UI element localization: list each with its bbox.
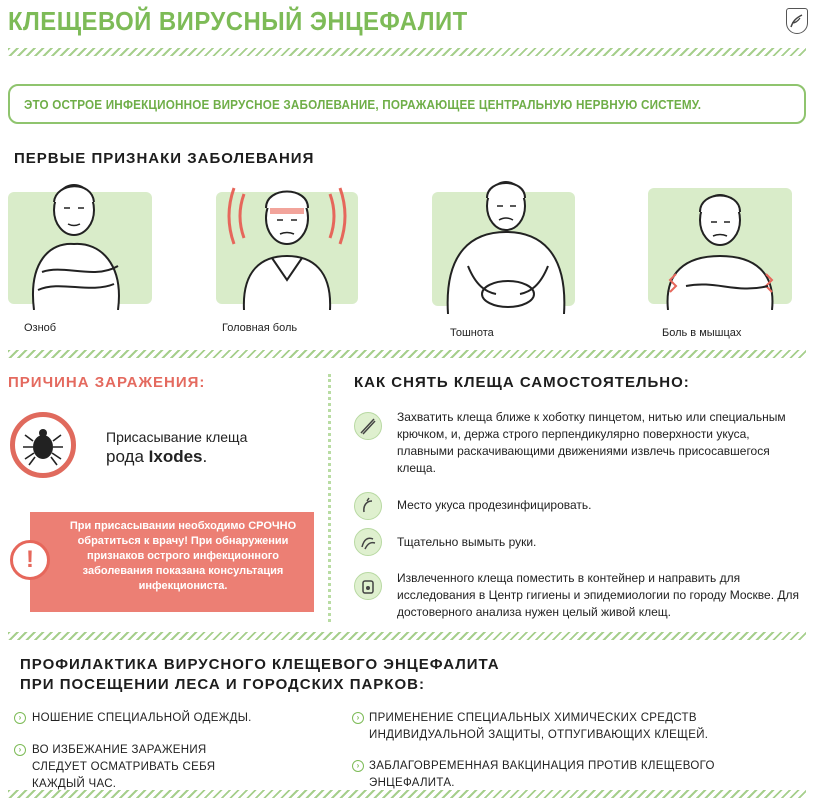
warning-text: При присасывании необходимо СРОЧНО обратиться к врачу! При обнаружении признаков острого инфекционного заболевания показана консультация инфекциониста. — [69, 520, 297, 592]
symptom-label: Боль в мышцах — [662, 327, 742, 339]
prevention-heading-line-2: ПРИ ПОСЕЩЕНИИ ЛЕСА И ГОРОДСКИХ ПАРКОВ: — [20, 676, 425, 693]
nausea-illustration-icon — [440, 170, 570, 316]
tweezers-icon — [354, 412, 382, 440]
definition-text: ЭТО ОСТРОЕ ИНФЕКЦИОННОЕ ВИРУСНОЕ ЗАБОЛЕВАНИЕ, ПОРАЖАЮЩЕЕ ЦЕНТРАЛЬНУЮ НЕРВНУЮ СИСТЕМУ. — [24, 97, 702, 112]
warning-icon: ! — [10, 540, 50, 580]
column-divider — [328, 374, 331, 622]
cause-dot: . — [202, 447, 208, 466]
symptoms-heading: ПЕРВЫЕ ПРИЗНАКИ ЗАБОЛЕВАНИЯ — [14, 150, 315, 167]
cause-line-2: рода — [106, 447, 144, 466]
prevention-heading-line-1: ПРОФИЛАКТИКА ВИРУСНОГО КЛЕЩЕВОГО ЭНЦЕФАЛИТА — [20, 656, 500, 673]
arrow-right-icon: › — [352, 712, 364, 724]
moscow-logo-icon — [786, 8, 808, 34]
arrow-right-icon: › — [352, 760, 364, 772]
cause-genus: Ixodes — [148, 447, 203, 466]
arrow-right-icon: › — [14, 712, 26, 724]
cause-line-1: Присасывание клеща — [106, 429, 248, 445]
removal-step: Место укуса продезинфицировать. — [397, 498, 592, 512]
symptom-label: Головная боль — [222, 322, 298, 334]
muscle-pain-illustration-icon — [656, 176, 786, 310]
symptom-label: Озноб — [24, 322, 57, 334]
disinfect-icon — [354, 492, 382, 520]
symptom-label: Тошнота — [450, 327, 494, 339]
prevention-item: ВО ИЗБЕЖАНИЕ ЗАРАЖЕНИЯ СЛЕДУЕТ ОСМАТРИВАТЬ СЕБЯ КАЖДЫЙ ЧАС. — [32, 744, 216, 790]
prevention-item: ЗАБЛАГОВРЕМЕННАЯ ВАКЦИНАЦИЯ ПРОТИВ КЛЕЩЕВОГО ЭНЦЕФАЛИТА. — [369, 760, 715, 789]
removal-step: Тщательно вымыть руки. — [397, 535, 537, 549]
page-title: КЛЕЩЕВОЙ ВИРУСНЫЙ ЭНЦЕФАЛИТ — [8, 6, 468, 36]
section-divider — [8, 632, 806, 640]
tick-icon — [15, 417, 71, 473]
footer-divider — [8, 790, 806, 798]
removal-step: Извлеченного клеща поместить в контейнер и направить для исследования в Центр гигиены и эпидемиологии по городу Москве. Для достоверного анализа нужен целый живой клещ. — [397, 571, 799, 619]
prevention-item: НОШЕНИЕ СПЕЦИАЛЬНОЙ ОДЕЖДЫ. — [32, 712, 252, 724]
wash-hands-icon — [354, 528, 382, 556]
chills-illustration-icon — [14, 172, 144, 310]
tick-circle — [10, 412, 76, 478]
removal-step: Захватить клеща ближе к хоботку пинцетом, нитью или специальным крючком, и, держа строго перпендикулярно поверхности укуса, плавными раскачивающими движениями извлечь присосавшегося клеща. — [397, 410, 786, 475]
headache-illustration-icon — [222, 174, 352, 310]
arrow-right-icon: › — [14, 744, 26, 756]
prevention-item: ПРИМЕНЕНИЕ СПЕЦИАЛЬНЫХ ХИМИЧЕСКИХ СРЕДСТВ ИНДИВИДУАЛЬНОЙ ЗАЩИТЫ, ОТПУГИВАЮЩИХ КЛЕЩЕЙ. — [369, 712, 709, 741]
removal-heading: КАК СНЯТЬ КЛЕЩА САМОСТОЯТЕЛЬНО: — [354, 374, 690, 391]
section-divider — [8, 350, 806, 358]
cause-text — [106, 428, 247, 466]
container-icon — [354, 572, 382, 600]
header-divider — [8, 48, 806, 56]
cause-heading: ПРИЧИНА ЗАРАЖЕНИЯ: — [8, 374, 206, 391]
